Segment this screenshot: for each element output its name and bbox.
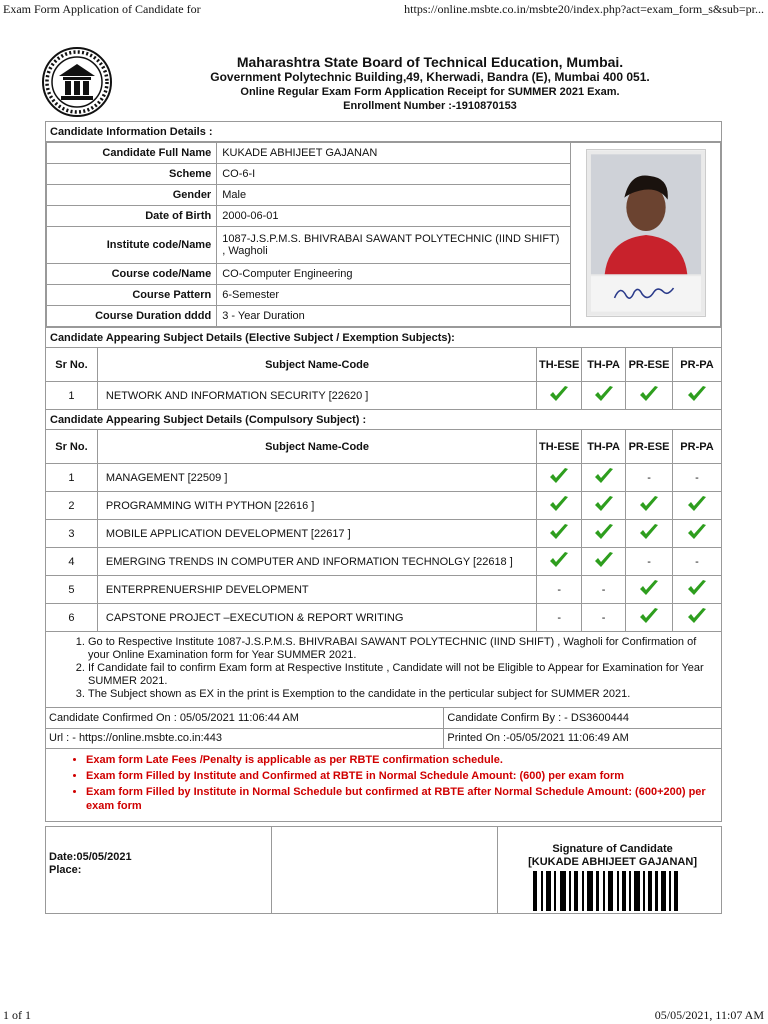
signature-name: [KUKADE ABHIJEET GAJANAN] bbox=[528, 856, 697, 868]
subject-name: ENTERPRENUERSHIP DEVELOPMENT bbox=[97, 576, 536, 604]
checkmark-icon bbox=[594, 385, 614, 403]
checkmark-icon bbox=[549, 523, 569, 541]
subject-row bbox=[46, 382, 722, 410]
candidate-details bbox=[46, 142, 721, 327]
candidate-info-heading: Candidate Information Details : bbox=[46, 122, 722, 142]
url-info: Url : - https://online.msbte.co.in:443 bbox=[46, 728, 444, 748]
print-footer bbox=[3, 1008, 764, 1022]
subject-name: CAPSTONE PROJECT –EXECUTION & REPORT WRITING bbox=[97, 604, 536, 632]
checkmark-icon bbox=[639, 523, 659, 541]
barcode-icon bbox=[533, 871, 683, 911]
receipt-title: Online Regular Exam Form Application Receipt for SUMMER 2021 Exam. bbox=[240, 86, 620, 98]
field-value: KUKADE ABHIJEET GAJANAN bbox=[217, 143, 571, 164]
checkmark-icon bbox=[537, 492, 582, 520]
checkmark-icon bbox=[582, 548, 626, 576]
field-label: Scheme bbox=[47, 164, 217, 185]
field-value: 3 - Year Duration bbox=[217, 305, 571, 326]
subject-sr: 5 bbox=[46, 576, 98, 604]
checkmark-icon bbox=[582, 382, 626, 410]
pr-ese-header: PR-ESE bbox=[626, 430, 673, 464]
field-label: Date of Birth bbox=[47, 206, 217, 227]
subject-row bbox=[46, 520, 722, 548]
print-header bbox=[3, 2, 764, 18]
fee-note-item: • Exam form Late Fees /Penalty is applicable as per RBTE confirmation schedule. bbox=[86, 753, 713, 767]
field-label: Institute code/Name bbox=[47, 227, 217, 264]
field-label: Course Pattern bbox=[47, 284, 217, 305]
pr-pa-header: PR-PA bbox=[673, 430, 722, 464]
subject-row bbox=[46, 576, 722, 604]
subject-sr: 1 bbox=[46, 464, 98, 492]
not-applicable-dash: - bbox=[673, 464, 722, 492]
print-title: Exam Form Application of Candidate for bbox=[3, 2, 201, 16]
field-label: Candidate Full Name bbox=[47, 143, 217, 164]
compulsory-heading: Candidate Appearing Subject Details (Compulsory Subject) : bbox=[46, 410, 722, 430]
subject-sr: 2 bbox=[46, 492, 98, 520]
checkmark-icon bbox=[687, 495, 707, 513]
field-value: CO-Computer Engineering bbox=[217, 263, 571, 284]
checkmark-icon bbox=[639, 607, 659, 625]
checkmark-icon bbox=[626, 520, 673, 548]
subject-row bbox=[46, 464, 722, 492]
print-datetime: 05/05/2021, 11:07 AM bbox=[654, 1008, 764, 1022]
subject-name-header: Subject Name-Code bbox=[97, 430, 536, 464]
subject-name: PROGRAMMING WITH PYTHON [22616 ] bbox=[97, 492, 536, 520]
candidate-photo-icon bbox=[586, 149, 706, 317]
checkmark-icon bbox=[537, 464, 582, 492]
field-label: Gender bbox=[47, 185, 217, 206]
not-applicable-dash: - bbox=[582, 604, 626, 632]
not-applicable-dash: - bbox=[537, 576, 582, 604]
not-applicable-dash: - bbox=[537, 604, 582, 632]
field-label: Course Duration dddd bbox=[47, 305, 217, 326]
board-name: Maharashtra State Board of Technical Education, Mumbai. bbox=[236, 54, 624, 70]
fee-note-item: • Exam form Filled by Institute and Confirmed at RBTE in Normal Schedule Amount: (600) per exam form bbox=[86, 769, 713, 783]
subject-name: MANAGEMENT [22509 ] bbox=[97, 464, 536, 492]
field-label: Course code/Name bbox=[47, 263, 217, 284]
page-number: 1 of 1 bbox=[3, 1008, 31, 1022]
subject-sr: 4 bbox=[46, 548, 98, 576]
checkmark-icon bbox=[537, 520, 582, 548]
elective-heading: Candidate Appearing Subject Details (Elective Subject / Exemption Subjects): bbox=[46, 328, 722, 348]
instruction-item: 1. Go to Respective Institute 1087-J.S.P.M.S. BHIVRABAI SAWANT POLYTECHNIC (IIND SHIFT) , Wagholi for Confirmation of your Online Examination form for Year SUMMER 2021. bbox=[88, 636, 713, 662]
checkmark-icon bbox=[537, 548, 582, 576]
checkmark-icon bbox=[549, 495, 569, 513]
subject-name-header: Subject Name-Code bbox=[97, 348, 536, 382]
subject-row bbox=[46, 492, 722, 520]
instruction-item: 2. If Candidate fail to confirm Exam form at Respective Institute , Candidate will not be Eligible to Appear for Examination for Year SUMMER 2021. bbox=[88, 662, 713, 688]
checkmark-icon bbox=[626, 382, 673, 410]
msbte-logo-icon bbox=[41, 46, 113, 118]
pr-ese-header: PR-ESE bbox=[626, 348, 673, 382]
instructions bbox=[46, 632, 722, 708]
checkmark-icon bbox=[639, 579, 659, 597]
checkmark-icon bbox=[673, 492, 722, 520]
checkmark-icon bbox=[673, 382, 722, 410]
checkmark-icon bbox=[687, 579, 707, 597]
subject-sr: 1 bbox=[46, 382, 98, 410]
checkmark-icon bbox=[594, 495, 614, 513]
checkmark-icon bbox=[673, 604, 722, 632]
th-pa-header: TH-PA bbox=[582, 430, 626, 464]
candidate-photo-cell bbox=[571, 143, 721, 327]
field-value: 6-Semester bbox=[217, 284, 571, 305]
th-ese-header: TH-ESE bbox=[537, 348, 582, 382]
checkmark-icon bbox=[549, 467, 569, 485]
sr-header: Sr No. bbox=[46, 348, 98, 382]
checkmark-icon bbox=[687, 385, 707, 403]
subject-sr: 3 bbox=[46, 520, 98, 548]
form-date: Date:05/05/2021 bbox=[49, 851, 132, 863]
not-applicable-dash: - bbox=[673, 548, 722, 576]
checkmark-icon bbox=[549, 385, 569, 403]
subject-name: NETWORK AND INFORMATION SECURITY [22620 ] bbox=[97, 382, 536, 410]
fee-notes bbox=[46, 749, 722, 822]
checkmark-icon bbox=[639, 495, 659, 513]
subject-row bbox=[46, 548, 722, 576]
th-pa-header: TH-PA bbox=[582, 348, 626, 382]
signature-block bbox=[528, 843, 697, 869]
checkmark-icon bbox=[673, 576, 722, 604]
checkmark-icon bbox=[687, 607, 707, 625]
confirmed-on: Candidate Confirmed On : 05/05/2021 11:06:44 AM bbox=[46, 708, 444, 728]
checkmark-icon bbox=[639, 385, 659, 403]
print-url: https://online.msbte.co.in/msbte20/index.php?act=exam_form_s&sub=pr... bbox=[404, 2, 764, 16]
field-value: CO-6-I bbox=[217, 164, 571, 185]
blank-cell bbox=[272, 827, 498, 913]
checkmark-icon bbox=[549, 551, 569, 569]
exam-form-table bbox=[45, 121, 722, 822]
confirmation-info bbox=[46, 708, 721, 748]
sr-header: Sr No. bbox=[46, 430, 98, 464]
th-ese-header: TH-ESE bbox=[537, 430, 582, 464]
compulsory-header-row bbox=[46, 430, 722, 464]
checkmark-icon bbox=[594, 523, 614, 541]
checkmark-icon bbox=[626, 492, 673, 520]
elective-subjects-section bbox=[46, 328, 722, 410]
subject-sr: 6 bbox=[46, 604, 98, 632]
not-applicable-dash: - bbox=[626, 548, 673, 576]
subject-row bbox=[46, 604, 722, 632]
field-value: 2000-06-01 bbox=[217, 206, 571, 227]
checkmark-icon bbox=[594, 551, 614, 569]
enrollment-number: Enrollment Number :-1910870153 bbox=[343, 100, 517, 112]
pr-pa-header: PR-PA bbox=[673, 348, 722, 382]
field-value: Male bbox=[217, 185, 571, 206]
checkmark-icon bbox=[594, 467, 614, 485]
instruction-item: 3. The Subject shown as EX in the print is Exemption to the candidate in the perticular subject for SUMMER 2021. bbox=[88, 688, 713, 701]
not-applicable-dash: - bbox=[626, 464, 673, 492]
candidate-info-section bbox=[46, 122, 722, 328]
elective-header-row bbox=[46, 348, 722, 382]
checkmark-icon bbox=[582, 464, 626, 492]
form-place: Place: bbox=[49, 864, 82, 876]
checkmark-icon bbox=[626, 604, 673, 632]
compulsory-subjects-section bbox=[46, 410, 722, 632]
signature-label: Signature of Candidate bbox=[552, 843, 673, 855]
not-applicable-dash: - bbox=[582, 576, 626, 604]
printed-on: Printed On :-05/05/2021 11:06:49 AM bbox=[447, 732, 629, 745]
board-address: Government Polytechnic Building,49, Kherwadi, Bandra (E), Mumbai 400 051. bbox=[210, 70, 650, 84]
fee-note-item: • Exam form Filled by Institute in Normal Schedule but confirmed at RBTE after Normal Schedule Amount: (600+200) per exam form bbox=[86, 785, 713, 813]
document-header bbox=[120, 54, 740, 113]
field-value: 1087-J.S.P.M.S. BHIVRABAI SAWANT POLYTECHNIC (IIND SHIFT) , Wagholi bbox=[217, 227, 571, 264]
checkmark-icon bbox=[687, 523, 707, 541]
signature-section bbox=[45, 826, 722, 914]
subject-name: EMERGING TRENDS IN COMPUTER AND INFORMATION TECHNOLGY [22618 ] bbox=[97, 548, 536, 576]
confirm-by: Candidate Confirm By : - DS3600444 bbox=[444, 708, 721, 728]
checkmark-icon bbox=[673, 520, 722, 548]
checkmark-icon bbox=[582, 520, 626, 548]
candidate-field-row bbox=[47, 143, 721, 164]
subject-name: MOBILE APPLICATION DEVELOPMENT [22617 ] bbox=[97, 520, 536, 548]
date-place-cell bbox=[46, 827, 272, 913]
checkmark-icon bbox=[626, 576, 673, 604]
checkmark-icon bbox=[582, 492, 626, 520]
checkmark-icon bbox=[537, 382, 582, 410]
